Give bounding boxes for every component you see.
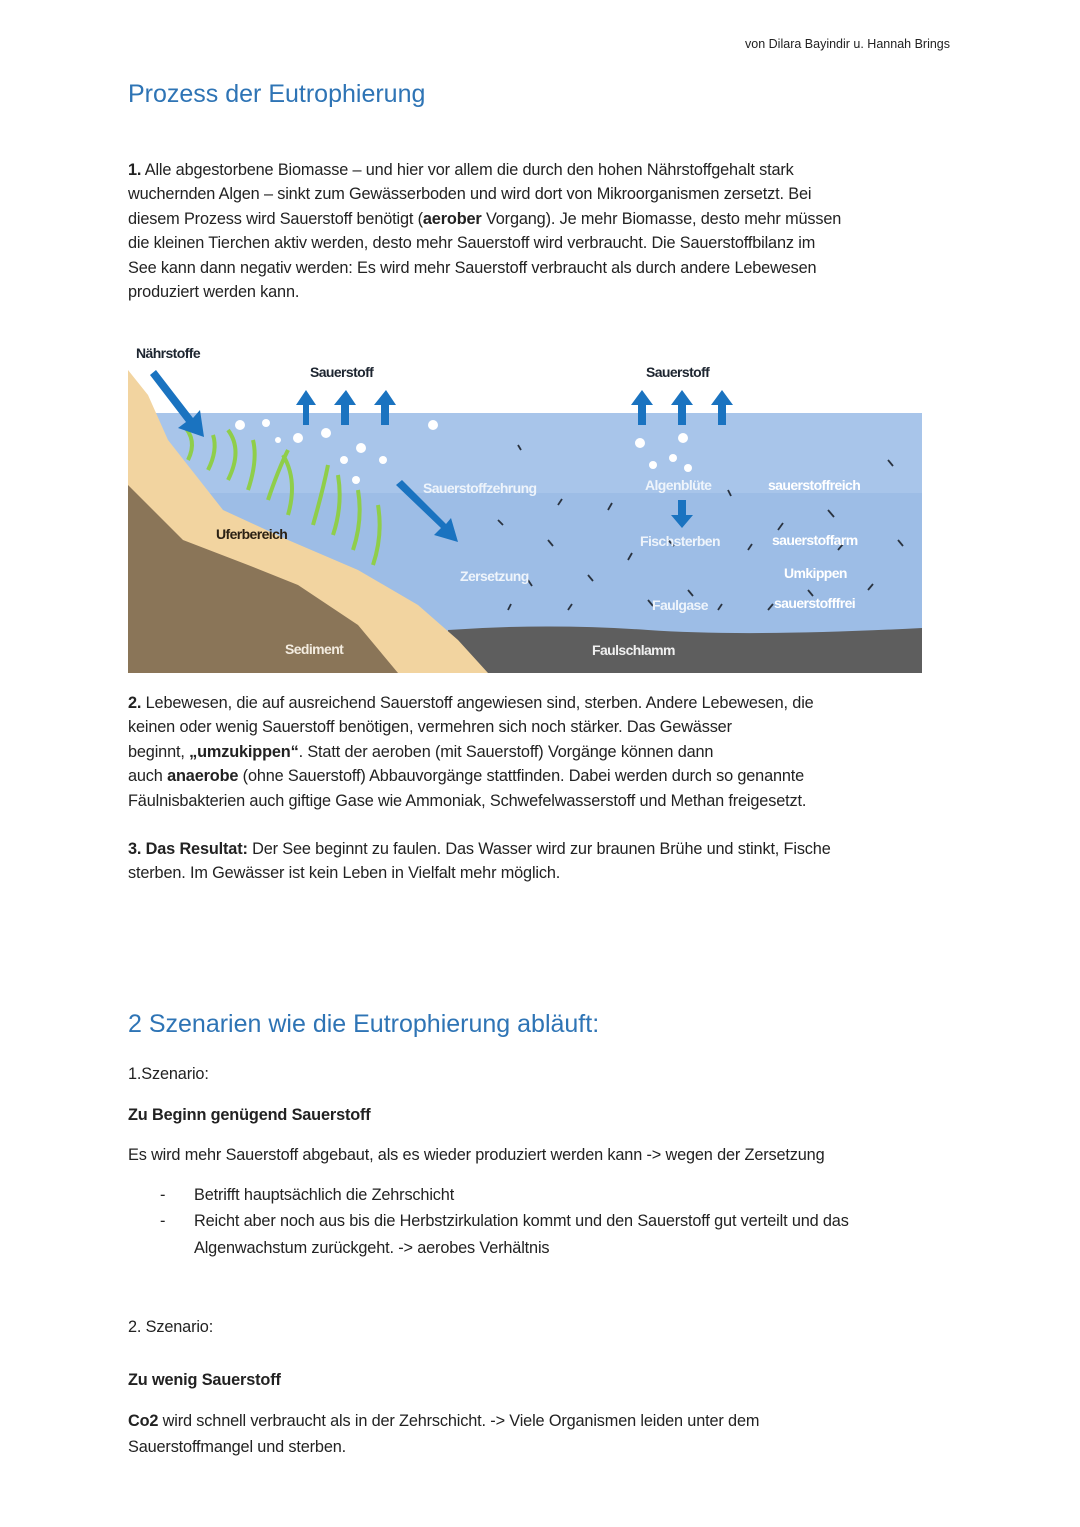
text-line <box>128 861 831 885</box>
text-line <box>128 715 814 739</box>
label-faulschlamm: Faulschlamm <box>592 642 675 658</box>
label-uferbereich: Uferbereich <box>216 526 288 542</box>
page-title: Prozess der Eutrophierung <box>128 80 426 108</box>
text-line <box>128 280 841 304</box>
text-line <box>128 837 831 861</box>
text-segment: produziert werden kann. <box>128 283 300 302</box>
bullet-item <box>128 1183 849 1207</box>
bold-text: Co2 <box>128 1412 159 1430</box>
label-umkippen: Umkippen <box>784 565 847 581</box>
text-line <box>128 1408 759 1434</box>
text-line <box>128 231 841 255</box>
text-line <box>128 740 814 764</box>
label-sauerstofffrei: sauerstofffrei <box>774 595 856 611</box>
text-segment: Alle abgestorbene Biomasse – und hier vor allem die durch den hohen Nährstoffgehalt stark <box>141 161 794 179</box>
scenario-1-text: Es wird mehr Sauerstoff abgebaut, als es wieder produziert werden kann -> wegen der Zersetzung <box>128 1146 825 1164</box>
scenario-1-bullets <box>128 1183 849 1260</box>
text-segment: See kann dann negativ werden: Es wird mehr Sauerstoff verbraucht als durch andere Lebewesen <box>128 258 817 277</box>
text-segment: Der See beginnt zu faulen. Das Wasser wird zur braunen Brühe und stinkt, Fische <box>247 840 831 858</box>
scenario-2-heading: Zu wenig Sauerstoff <box>128 1371 281 1389</box>
bold-text: anaerobe <box>167 767 239 786</box>
text-line <box>128 789 814 813</box>
text-segment: wuchernden Algen – sinkt zum Gewässerboden und wird dort von Mikroorganismen zersetzt. Bei <box>128 185 812 204</box>
text-segment: Lebewesen, die auf ausreichend Sauerstoff angewiesen sind, sterben. Andere Lebewesen, die <box>141 694 814 712</box>
bullet-dash: - <box>160 1212 166 1231</box>
text-line <box>128 691 814 715</box>
scenario-2-text <box>128 1408 759 1460</box>
text-segment: auch <box>128 767 168 786</box>
section-title-szenarien: 2 Szenarien wie die Eutrophierung abläuft: <box>128 1010 600 1038</box>
text-segment: wird schnell verbraucht als in der Zehrschicht. -> Viele Organismen leiden unter dem <box>158 1412 760 1430</box>
bullet-text: Algenwachstum zurückgeht. -> aerobes Verhältnis <box>194 1238 550 1257</box>
text-line <box>128 764 814 788</box>
text-segment: . Statt der aeroben (mit Sauerstoff) Vorgänge können dann <box>298 742 714 761</box>
author-line: von Dilara Bayindir u. Hannah Brings <box>745 37 950 51</box>
label-sediment: Sediment <box>285 641 344 657</box>
paragraph-3 <box>128 837 831 886</box>
bold-text: 3. Das Resultat: <box>128 840 248 858</box>
scenario-2-label: 2. Szenario: <box>128 1318 214 1336</box>
eutrophication-diagram <box>128 340 922 673</box>
label-sauerstoffreich: sauerstoffreich <box>768 477 861 493</box>
label-zersetzung: Zersetzung <box>460 568 529 584</box>
bold-text: 1. <box>128 161 142 179</box>
paragraph-2 <box>128 691 814 813</box>
text-segment: beginnt, <box>128 742 190 761</box>
scenario-1-heading: Zu Beginn genügend Sauerstoff <box>128 1106 371 1124</box>
label-naehrstoffe: Nährstoffe <box>136 345 201 361</box>
label-fischsterben: Fischsterben <box>640 533 720 549</box>
label-sauerstoff-right: Sauerstoff <box>646 364 710 380</box>
text-line <box>128 207 841 231</box>
text-segment: Sauerstoffmangel und sterben. <box>128 1438 347 1456</box>
text-line <box>128 182 841 206</box>
text-segment: Fäulnisbakterien auch giftige Gase wie Ammoniak, Schwefelwasserstoff und Methan freigesetzt. <box>128 791 807 810</box>
text-line <box>128 256 841 280</box>
text-segment: Vorgang). Je mehr Biomasse, desto mehr müssen <box>481 209 842 228</box>
label-sauerstoff-left: Sauerstoff <box>310 364 374 380</box>
text-line <box>128 158 841 182</box>
faulschlamm-layer <box>448 627 922 674</box>
text-segment: diesem Prozess wird Sauerstoff benötigt ( <box>128 209 423 228</box>
label-sauerstoffzehrung: Sauerstoffzehrung <box>423 480 537 496</box>
text-line <box>128 1434 759 1460</box>
bullet-item <box>128 1209 849 1260</box>
bullet-text: Reicht aber noch aus bis die Herbstzirkulation kommt und den Sauerstoff gut verteilt und das <box>194 1212 849 1231</box>
bold-text: „umzukippen“ <box>189 742 299 761</box>
text-segment: keinen oder wenig Sauerstoff benötigen, vermehren sich noch stärker. Das Gewässer <box>128 718 732 737</box>
bullet-text: Betrifft hauptsächlich die Zehrschicht <box>194 1186 455 1204</box>
label-algenbluete: Algenblüte <box>645 477 712 493</box>
bold-text: 2. <box>128 694 142 712</box>
scenario-1-label: 1.Szenario: <box>128 1065 209 1083</box>
bullet-dash: - <box>160 1186 166 1204</box>
bold-text: aerober <box>422 209 482 228</box>
label-sauerstoffarm: sauerstoffarm <box>772 532 858 548</box>
text-segment: die kleinen Tierchen aktiv werden, desto mehr Sauerstoff wird verbraucht. Die Sauerstoffbilanz im <box>128 234 816 253</box>
text-segment: sterben. Im Gewässer ist kein Leben in Vielfalt mehr möglich. <box>128 864 561 883</box>
label-faulgase: Faulgase <box>652 597 708 613</box>
text-segment: (ohne Sauerstoff) Abbauvorgänge stattfinden. Dabei werden durch so genannte <box>238 767 805 786</box>
paragraph-1 <box>128 158 841 304</box>
